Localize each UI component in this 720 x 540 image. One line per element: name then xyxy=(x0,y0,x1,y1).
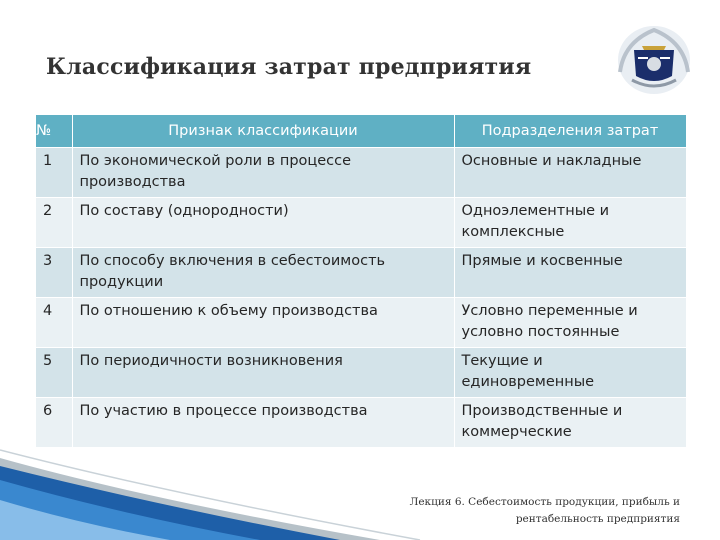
table-row xyxy=(36,298,686,348)
header-criterion: Признак классификации xyxy=(72,115,454,148)
slide-title: Классификация затрат предприятия xyxy=(46,54,532,80)
row-number: 3 xyxy=(43,253,53,269)
table-row xyxy=(36,148,686,198)
row-subdivisions: Производственные и коммерческие xyxy=(461,403,623,440)
table-row xyxy=(36,198,686,248)
row-criterion: По участию в процессе производства xyxy=(79,403,368,419)
row-criterion: По способу включения в себестоимость продукции xyxy=(79,253,386,290)
row-number: 1 xyxy=(43,153,53,169)
cost-classification-table xyxy=(36,115,687,448)
row-number: 5 xyxy=(43,353,53,369)
row-criterion: По периодичности возникновения xyxy=(79,353,343,369)
footer-line-1: Лекция 6. Себестоимость продукции, прибыль и xyxy=(409,496,680,508)
row-criterion: По составу (однородности) xyxy=(79,203,289,219)
table-header-row xyxy=(36,115,686,148)
row-number: 6 xyxy=(43,403,53,419)
row-criterion: По экономической роли в процессе производства xyxy=(79,153,352,190)
row-subdivisions: Прямые и косвенные xyxy=(461,253,623,269)
footer-line-2: рентабельность предприятия xyxy=(515,513,680,525)
slide-footer xyxy=(410,494,680,528)
header-number: № xyxy=(36,115,72,148)
university-crest-icon xyxy=(614,20,694,98)
row-number: 4 xyxy=(43,303,53,319)
row-subdivisions: Одноэлементные и комплексные xyxy=(461,203,610,240)
table-row xyxy=(36,248,686,298)
row-subdivisions: Текущие и единовременные xyxy=(461,353,595,390)
row-subdivisions: Основные и накладные xyxy=(461,153,642,169)
table-row xyxy=(36,348,686,398)
header-subdivisions: Подразделения затрат xyxy=(454,115,686,148)
row-criterion: По отношению к объему производства xyxy=(79,303,378,319)
row-number: 2 xyxy=(43,203,53,219)
row-subdivisions: Условно переменные и условно постоянные xyxy=(461,303,638,340)
